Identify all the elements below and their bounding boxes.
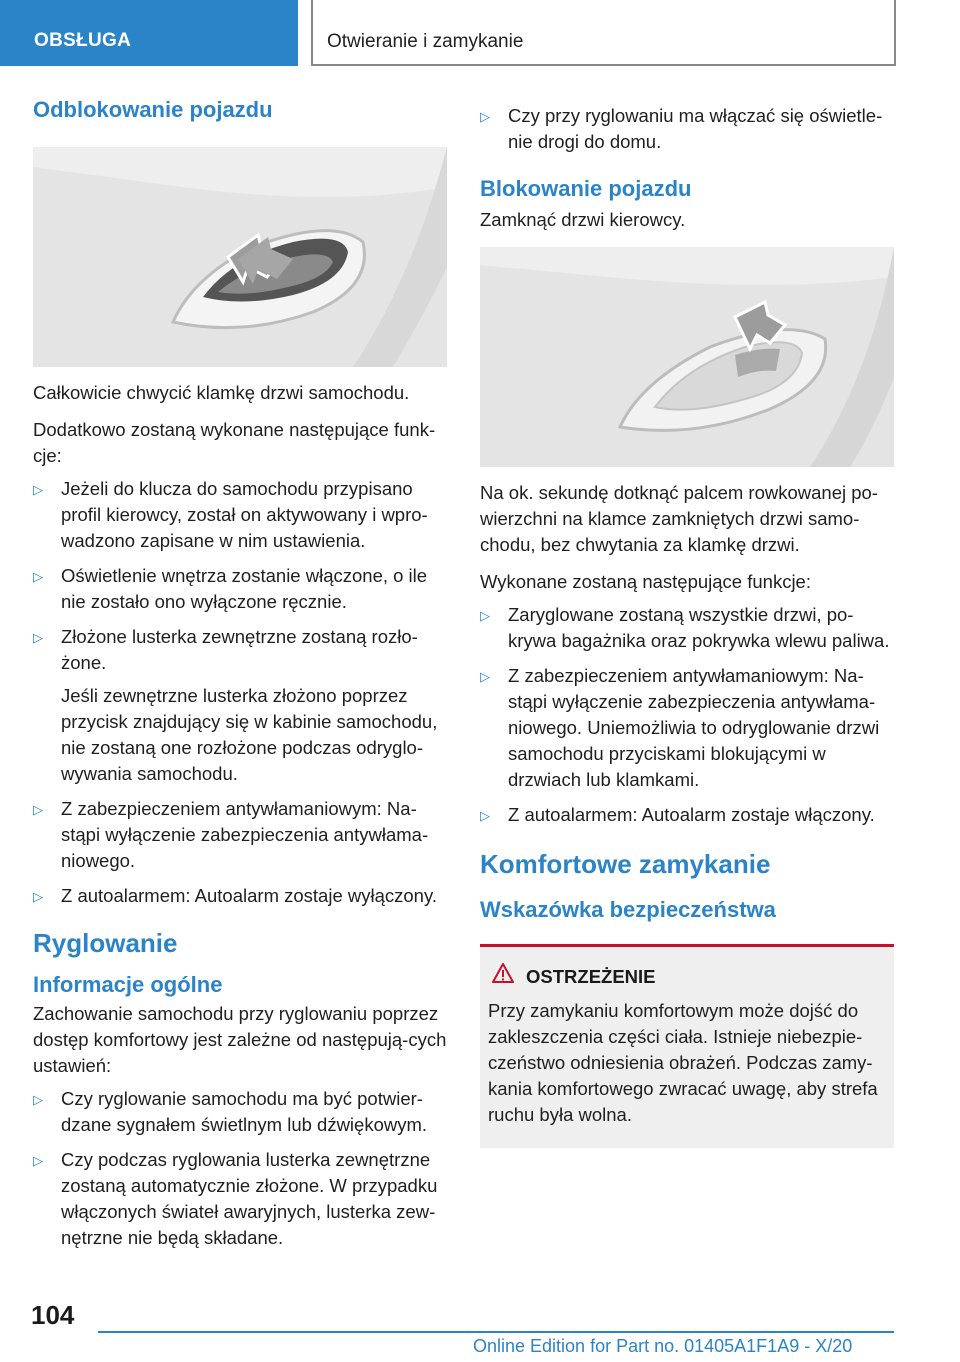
chapter-tab xyxy=(311,0,896,66)
list-item: ▷ Czy ryglowanie samochodu ma być potwier-dzane sygnałem świetlnym lub dźwiękowym. xyxy=(33,1088,428,1135)
settings-list xyxy=(33,1086,449,1251)
general-info-heading: Informacje ogólne xyxy=(33,972,223,997)
door-handle-touch-illustration xyxy=(480,247,894,467)
list-item: ▷ Z autoalarmem: Autoalarm zostaje wyłączony. xyxy=(33,883,449,909)
general-info-text: Zachowanie samochodu przy ryglowaniu poprzez dostęp komfortowy jest zależne od następują-cych ustawień: xyxy=(33,1003,447,1076)
chapter-title: Otwieranie i zamykanie xyxy=(327,31,524,52)
list-item: ▷ Z zabezpieczeniem antywłamaniowym: Na-stąpi wyłączenie zabezpieczenia antywłama-niowego. xyxy=(33,798,429,871)
triangle-bullet-icon: ▷ xyxy=(33,569,43,584)
footer-divider xyxy=(98,1331,894,1333)
list-item: ▷ Czy podczas ryglowania lusterka zewnętrzne zostaną automatycznie złożone. W przypadku włączonych świateł awaryjnych, lusterka zew-nętrzne nie będą składane. xyxy=(33,1149,438,1248)
triangle-bullet-icon: ▷ xyxy=(33,1092,43,1107)
warning-box xyxy=(480,944,894,1148)
triangle-bullet-icon: ▷ xyxy=(480,808,490,823)
locking-heading: Ryglowanie xyxy=(33,928,178,958)
list-item-note: Jeśli zewnętrzne lusterka złożono poprzez przycisk znajdujący się w kabinie samochodu, nie zostaną one rozłożone podczas odryglo-wywania samochodu. xyxy=(61,685,438,784)
door-handle-touch-icon xyxy=(480,247,894,467)
lock-step-2: Na ok. sekundę dotknąć palcem rowkowanej po-wierzchni na klamce zamkniętych drzwi samo-chodu, bez chwytania za klamkę drzwi. xyxy=(480,482,878,555)
triangle-bullet-icon: ▷ xyxy=(480,608,490,623)
list-item: ▷ Jeżeli do klucza do samochodu przypisano profil kierowcy, został on aktywowany i wpro-wadzono zapisane w nim ustawienia. xyxy=(33,478,428,551)
lock-vehicle-heading: Blokowanie pojazdu xyxy=(480,176,692,201)
unlock-heading: Odblokowanie pojazdu xyxy=(33,97,273,122)
list-item: ▷ Oświetlenie wnętrza zostanie włączone, o ile nie zostało ono wyłączone ręcznie. xyxy=(33,565,428,612)
settings-list-continued xyxy=(480,103,896,155)
list-item: ▷ Czy przy ryglowaniu ma włączać się oświetle-nie drogi do domu. xyxy=(480,105,883,152)
triangle-bullet-icon: ▷ xyxy=(33,1153,43,1168)
triangle-bullet-icon: ▷ xyxy=(480,669,490,684)
triangle-bullet-icon: ▷ xyxy=(33,889,43,904)
warning-title: OSTRZEŻENIE xyxy=(526,965,656,987)
lock-step-1: Zamknąć drzwi kierowcy. xyxy=(480,209,686,230)
section-tab xyxy=(0,0,298,66)
triangle-bullet-icon: ▷ xyxy=(33,482,43,497)
unlock-function-list xyxy=(33,476,449,909)
lock-functions-intro: Wykonane zostaną następujące funkcje: xyxy=(480,571,811,592)
warning-text: Przy zamykaniu komfortowym może dojść do zakleszczenia części ciała. Istnieje niebezpie-czeństwo odniesienia obrażeń. Podczas zamy-kania komfortowego zwracać uwagę, aby strefa ruchu była wolna. xyxy=(488,1000,878,1125)
door-handle-grip-icon xyxy=(33,147,447,367)
list-item: ▷ Z zabezpieczeniem antywłamaniowym: Na-stąpi wyłączenie zabezpieczenia antywłama-niowego. Uniemożliwia to odryglowanie drzwi samochodu przyciskami blokującymi w drzwiach lub klamkami. xyxy=(480,665,880,790)
comfort-closing-heading: Komfortowe zamykanie xyxy=(480,849,771,879)
lock-function-list xyxy=(480,602,896,828)
door-handle-grip-illustration xyxy=(33,147,447,367)
list-item: ▷ Złożone lusterka zewnętrzne zostaną rozło-żone. Jeśli zewnętrzne lusterka złożono poprzez przycisk znajdujący się w kabinie samochodu, nie zostaną one rozłożone podczas odryglo-wywania samochodu. xyxy=(33,624,449,787)
triangle-bullet-icon: ▷ xyxy=(480,109,490,124)
section-title: OBSŁUGA xyxy=(34,30,132,51)
list-item: ▷ Z autoalarmem: Autoalarm zostaje włączony. xyxy=(480,802,896,828)
warning-triangle-icon xyxy=(492,963,514,990)
safety-note-heading: Wskazówka bezpieczeństwa xyxy=(480,897,776,922)
right-column xyxy=(480,96,896,1148)
triangle-bullet-icon: ▷ xyxy=(33,802,43,817)
left-column xyxy=(33,96,449,1251)
list-item: ▷ Zaryglowane zostaną wszystkie drzwi, po-krywa bagażnika oraz pokrywka wlewu paliwa. xyxy=(480,604,890,651)
unlock-instruction: Całkowicie chwycić klamkę drzwi samochodu. xyxy=(33,382,410,403)
unlock-functions-intro: Dodatkowo zostaną wykonane następujące funk-cje: xyxy=(33,419,436,466)
warning-title-row xyxy=(488,963,886,990)
edition-info: Online Edition for Part no. 01405A1F1A9 - X/20 xyxy=(473,1336,853,1356)
triangle-bullet-icon: ▷ xyxy=(33,630,43,645)
page-number: 104 xyxy=(31,1300,75,1330)
